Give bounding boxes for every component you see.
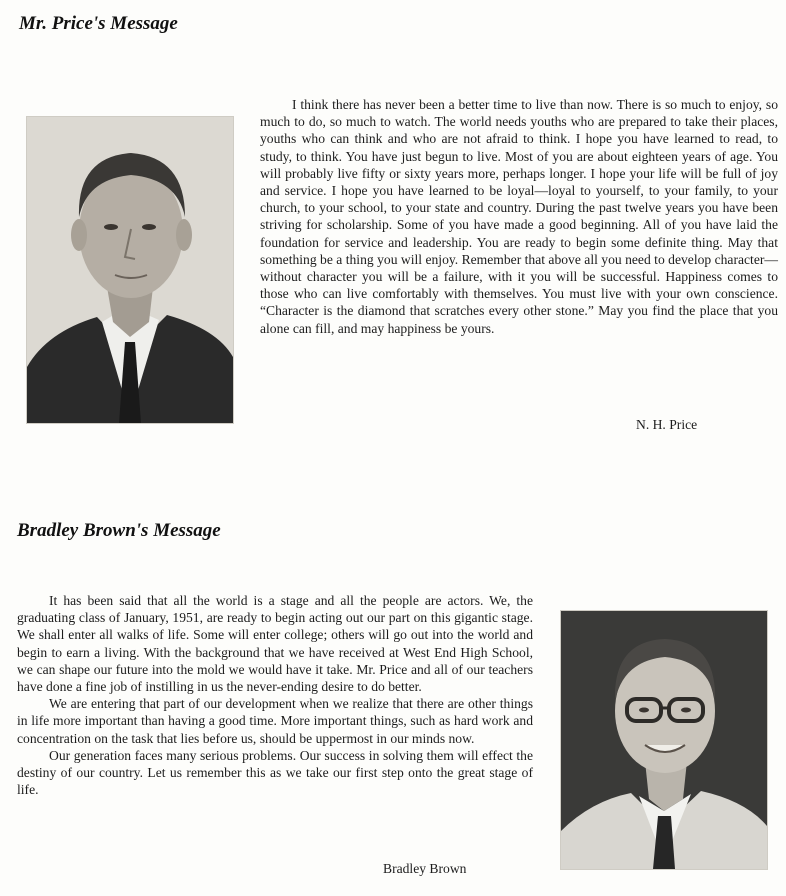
price-message-heading: Mr. Price's Message	[19, 13, 178, 34]
brown-paragraph-2: We are entering that part of our development when we realize that there are other things in life more important than having a good time. More important things, such as hard work and concentration on the task that lies before us, should be uppermost in our minds now.	[17, 696, 533, 746]
brown-message-heading: Bradley Brown's Message	[17, 520, 221, 541]
price-portrait-photo	[26, 116, 234, 424]
price-signature: N. H. Price	[636, 417, 698, 432]
price-message-text	[260, 96, 778, 337]
price-paragraph-1: I think there has never been a better time to live than now. There is so much to enjoy, so much to do, so much to watch. The world needs youths who are prepared to take their places, youths who can think and who are not afraid to think. I hope you have learned to read, to study, to think. You have just begun to live. Most of you are about eighteen years of age. You will probably live fifty or sixty years more, perhaps longer. I hope your life will be full of joy and service. I hope you have learned to be loyal—loyal to yourself, to your family, to your church, to your school, to your state and country. During the past twelve years you have been striving for scholarship. Some of you have made a good beginning. All of you have laid the foundation for service and leadership. You are ready to begin some definite thing. May that something be a thing you will enjoy. Remember that above all you need to develop character—without character you will be a failure, with it you will be successful. Happiness comes to those who can live comfortably with themselves. You must live with your own conscience. “Character is the diamond that scratches every other stone.” May you find the place that you alone can fill, and may happiness be yours.	[260, 97, 778, 336]
man-portrait-icon	[27, 117, 233, 423]
young-man-portrait-icon	[561, 611, 767, 869]
brown-portrait-photo	[560, 610, 768, 870]
brown-signature: Bradley Brown	[383, 861, 467, 876]
brown-paragraph-3: Our generation faces many serious problems. Our success in solving them will effect the destiny of our country. Let us remember this as we take our first step onto the great stage of life.	[17, 747, 533, 798]
brown-message-text	[17, 592, 533, 798]
brown-paragraph-1: It has been said that all the world is a stage and all the people are actors. We, the graduating class of January, 1951, are ready to begin acting out our part on this gigantic stage. We shall enter all walks of life. Some will enter college; others will go out into the world and begin to earn a living. With the background that we have received at West End High School, we can shape our future into the mold we would have it take. Mr. Price and all of our teachers have done a fine job of instilling in us the never-ending desire to do better.	[17, 593, 533, 695]
